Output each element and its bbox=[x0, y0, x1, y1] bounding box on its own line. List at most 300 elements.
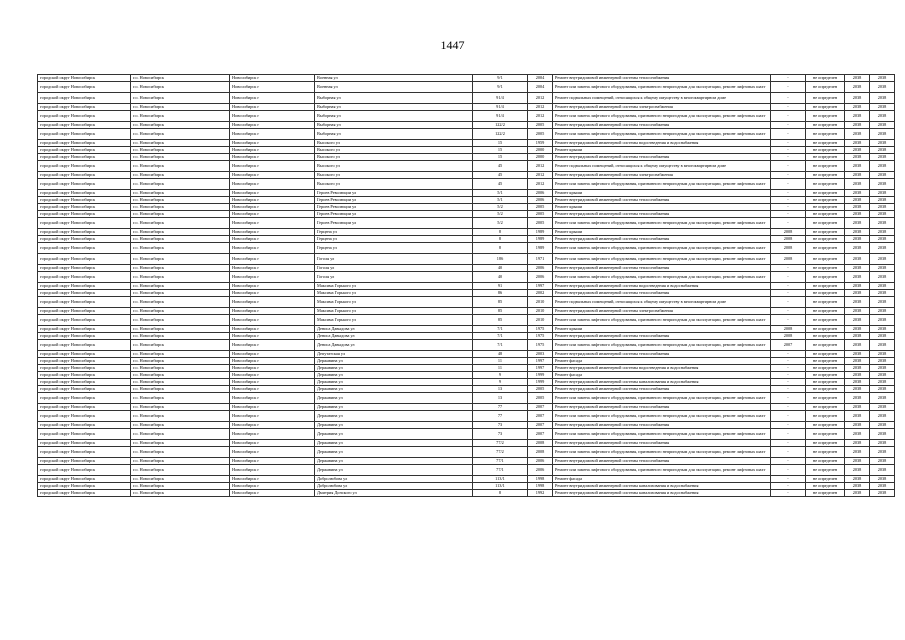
status-cell: не определен bbox=[806, 190, 845, 197]
street-cell: Дмитрия Донского ул bbox=[315, 490, 473, 497]
work-type-cell: Ремонт внутридомовой инженерной системы теплоснабжения bbox=[553, 197, 771, 204]
start-year-cell: 2038 bbox=[845, 147, 870, 154]
end-year-cell: 2038 bbox=[870, 386, 895, 393]
work-type-cell: Ремонт или замена лифтового оборудования, признанного непригодным для эксплуатации, ремонт лифтовых шахт bbox=[553, 129, 771, 140]
municipality-cell: городской округ Новосибирск bbox=[38, 140, 131, 147]
house-number-cell: 91 bbox=[473, 283, 528, 290]
start-year-cell: 2038 bbox=[845, 190, 870, 197]
municipality-cell: городской округ Новосибирск bbox=[38, 386, 131, 393]
house-number-cell: 45 bbox=[473, 172, 528, 179]
city-cell: Новосибирск г bbox=[230, 229, 315, 236]
year-cell: 1959 bbox=[528, 140, 553, 147]
status-cell: не определен bbox=[806, 229, 845, 236]
work-type-cell: Ремонт фасада bbox=[553, 372, 771, 379]
house-number-cell: 11 bbox=[473, 358, 528, 365]
street-cell: Державина ул bbox=[315, 465, 473, 476]
last-repair-cell: - bbox=[771, 297, 806, 308]
table-row bbox=[38, 272, 895, 283]
work-type-cell: Ремонт внутридомовой инженерной системы водоотведения и водоснабжения bbox=[553, 140, 771, 147]
year-cell: 2004 bbox=[528, 82, 553, 93]
start-year-cell: 2038 bbox=[845, 161, 870, 172]
work-type-cell: Ремонт внутридомовой инженерной системы теплоснабжения bbox=[553, 236, 771, 243]
street-cell: Высокого ул bbox=[315, 179, 473, 190]
end-year-cell: 2038 bbox=[870, 93, 895, 104]
start-year-cell: 2038 bbox=[845, 229, 870, 236]
end-year-cell: 2038 bbox=[870, 147, 895, 154]
city-cell: Новосибирск г bbox=[230, 265, 315, 272]
street-cell: Героев Революции ул bbox=[315, 218, 473, 229]
district-cell: г.о. Новосибирск bbox=[131, 372, 230, 379]
status-cell: не определен bbox=[806, 218, 845, 229]
table-row bbox=[38, 190, 895, 197]
last-repair-cell: - bbox=[771, 422, 806, 429]
year-cell: 2005 bbox=[528, 393, 553, 404]
status-cell: не определен bbox=[806, 333, 845, 340]
year-cell: 1975 bbox=[528, 340, 553, 351]
city-cell: Новосибирск г bbox=[230, 147, 315, 154]
house-number-cell: 9 bbox=[473, 372, 528, 379]
table-row bbox=[38, 422, 895, 429]
year-cell: 1997 bbox=[528, 365, 553, 372]
work-type-cell: Ремонт подвальных помещений, относящихся к общему имуществу в многоквартирном доме bbox=[553, 93, 771, 104]
last-repair-cell: - bbox=[771, 161, 806, 172]
city-cell: Новосибирск г bbox=[230, 351, 315, 358]
work-type-cell: Ремонт внутридомовой инженерной системы теплоснабжения bbox=[553, 265, 771, 272]
house-number-cell: 5/2 bbox=[473, 211, 528, 218]
last-repair-cell: - bbox=[771, 104, 806, 111]
status-cell: не определен bbox=[806, 111, 845, 122]
municipality-cell: городской округ Новосибирск bbox=[38, 218, 131, 229]
house-number-cell: 15 bbox=[473, 154, 528, 161]
status-cell: не определен bbox=[806, 197, 845, 204]
table-row bbox=[38, 111, 895, 122]
street-cell: Державина ул bbox=[315, 411, 473, 422]
work-type-cell: Ремонт внутридомовой инженерной системы водоотведения и водоснабжения bbox=[553, 283, 771, 290]
work-type-cell: Ремонт или замена лифтового оборудования, признанного непригодным для эксплуатации, ремонт лифтовых шахт bbox=[553, 218, 771, 229]
district-cell: г.о. Новосибирск bbox=[131, 93, 230, 104]
district-cell: г.о. Новосибирск bbox=[131, 254, 230, 265]
street-cell: Героев Революции ул bbox=[315, 204, 473, 211]
year-cell: 1989 bbox=[528, 236, 553, 243]
table-row bbox=[38, 386, 895, 393]
municipality-cell: городской округ Новосибирск bbox=[38, 476, 131, 483]
house-number-cell: 91/4 bbox=[473, 93, 528, 104]
last-repair-cell: - bbox=[771, 265, 806, 272]
municipality-cell: городской округ Новосибирск bbox=[38, 243, 131, 254]
municipality-cell: городской округ Новосибирск bbox=[38, 458, 131, 465]
city-cell: Новосибирск г bbox=[230, 172, 315, 179]
work-type-cell: Ремонт или замена лифтового оборудования, признанного непригодным для эксплуатации, ремонт лифтовых шахт bbox=[553, 340, 771, 351]
start-year-cell: 2038 bbox=[845, 308, 870, 315]
district-cell: г.о. Новосибирск bbox=[131, 393, 230, 404]
street-cell: Державина ул bbox=[315, 358, 473, 365]
last-repair-cell: 2008 bbox=[771, 236, 806, 243]
street-cell: Выборная ул bbox=[315, 122, 473, 129]
status-cell: не определен bbox=[806, 104, 845, 111]
status-cell: не определен bbox=[806, 93, 845, 104]
last-repair-cell: - bbox=[771, 190, 806, 197]
house-number-cell: 5/2 bbox=[473, 204, 528, 211]
work-type-cell: Ремонт или замена лифтового оборудования, признанного непригодным для эксплуатации, ремонт лифтовых шахт bbox=[553, 179, 771, 190]
year-cell: 2010 bbox=[528, 308, 553, 315]
district-cell: г.о. Новосибирск bbox=[131, 447, 230, 458]
repair-registry-table bbox=[37, 74, 895, 497]
district-cell: г.о. Новосибирск bbox=[131, 340, 230, 351]
year-cell: 1997 bbox=[528, 283, 553, 290]
year-cell: 2007 bbox=[528, 429, 553, 440]
city-cell: Новосибирск г bbox=[230, 122, 315, 129]
municipality-cell: городской округ Новосибирск bbox=[38, 254, 131, 265]
year-cell: 1992 bbox=[528, 490, 553, 497]
start-year-cell: 2038 bbox=[845, 243, 870, 254]
last-repair-cell: - bbox=[771, 429, 806, 440]
year-cell: 2008 bbox=[528, 447, 553, 458]
status-cell: не определен bbox=[806, 326, 845, 333]
house-number-cell: 85 bbox=[473, 297, 528, 308]
last-repair-cell: - bbox=[771, 75, 806, 82]
street-cell: Военная ул bbox=[315, 82, 473, 93]
district-cell: г.о. Новосибирск bbox=[131, 283, 230, 290]
street-cell: Державина ул bbox=[315, 365, 473, 372]
municipality-cell: городской округ Новосибирск bbox=[38, 290, 131, 297]
last-repair-cell: 2008 bbox=[771, 326, 806, 333]
street-cell: Высокого ул bbox=[315, 154, 473, 161]
end-year-cell: 2038 bbox=[870, 197, 895, 204]
municipality-cell: городской округ Новосибирск bbox=[38, 75, 131, 82]
start-year-cell: 2038 bbox=[845, 465, 870, 476]
street-cell: Державина ул bbox=[315, 393, 473, 404]
house-number-cell: 8 bbox=[473, 490, 528, 497]
end-year-cell: 2038 bbox=[870, 243, 895, 254]
work-type-cell: Ремонт фасада bbox=[553, 476, 771, 483]
city-cell: Новосибирск г bbox=[230, 379, 315, 386]
work-type-cell: Ремонт крыши bbox=[553, 326, 771, 333]
start-year-cell: 2038 bbox=[845, 372, 870, 379]
house-number-cell: 5/1 bbox=[473, 197, 528, 204]
municipality-cell: городской округ Новосибирск bbox=[38, 315, 131, 326]
city-cell: Новосибирск г bbox=[230, 483, 315, 490]
last-repair-cell: - bbox=[771, 465, 806, 476]
start-year-cell: 2038 bbox=[845, 254, 870, 265]
status-cell: не определен bbox=[806, 490, 845, 497]
city-cell: Новосибирск г bbox=[230, 476, 315, 483]
municipality-cell: городской округ Новосибирск bbox=[38, 93, 131, 104]
city-cell: Новосибирск г bbox=[230, 82, 315, 93]
house-number-cell: 113/1 bbox=[473, 476, 528, 483]
table-row bbox=[38, 211, 895, 218]
house-number-cell: 5/1 bbox=[473, 190, 528, 197]
start-year-cell: 2038 bbox=[845, 297, 870, 308]
table-row bbox=[38, 140, 895, 147]
street-cell: Державина ул bbox=[315, 386, 473, 393]
street-cell: Дениса Давыдова ул bbox=[315, 340, 473, 351]
end-year-cell: 2038 bbox=[870, 465, 895, 476]
municipality-cell: городской округ Новосибирск bbox=[38, 197, 131, 204]
district-cell: г.о. Новосибирск bbox=[131, 351, 230, 358]
start-year-cell: 2038 bbox=[845, 476, 870, 483]
city-cell: Новосибирск г bbox=[230, 211, 315, 218]
status-cell: не определен bbox=[806, 272, 845, 283]
status-cell: не определен bbox=[806, 283, 845, 290]
last-repair-cell: - bbox=[771, 315, 806, 326]
start-year-cell: 2038 bbox=[845, 218, 870, 229]
start-year-cell: 2038 bbox=[845, 283, 870, 290]
work-type-cell: Ремонт или замена лифтового оборудования, признанного непригодным для эксплуатации, ремонт лифтовых шахт bbox=[553, 254, 771, 265]
district-cell: г.о. Новосибирск bbox=[131, 365, 230, 372]
table-row bbox=[38, 458, 895, 465]
work-type-cell: Ремонт внутридомовой инженерной системы водоотведения и водоснабжения bbox=[553, 365, 771, 372]
street-cell: Добролюбова ул bbox=[315, 476, 473, 483]
city-cell: Новосибирск г bbox=[230, 297, 315, 308]
work-type-cell: Ремонт внутридомовой инженерной системы канализования и водоснабжения bbox=[553, 490, 771, 497]
start-year-cell: 2038 bbox=[845, 404, 870, 411]
city-cell: Новосибирск г bbox=[230, 411, 315, 422]
last-repair-cell: - bbox=[771, 197, 806, 204]
status-cell: не определен bbox=[806, 243, 845, 254]
end-year-cell: 2038 bbox=[870, 172, 895, 179]
last-repair-cell: - bbox=[771, 172, 806, 179]
end-year-cell: 2038 bbox=[870, 254, 895, 265]
work-type-cell: Ремонт внутридомовой инженерной системы канализования и водоснабжения bbox=[553, 483, 771, 490]
end-year-cell: 2038 bbox=[870, 122, 895, 129]
year-cell: 2006 bbox=[528, 197, 553, 204]
district-cell: г.о. Новосибирск bbox=[131, 236, 230, 243]
year-cell: 1971 bbox=[528, 254, 553, 265]
district-cell: г.о. Новосибирск bbox=[131, 358, 230, 365]
house-number-cell: 91/4 bbox=[473, 104, 528, 111]
work-type-cell: Ремонт внутридомовой инженерной системы канализования и водоснабжения bbox=[553, 379, 771, 386]
district-cell: г.о. Новосибирск bbox=[131, 411, 230, 422]
house-number-cell: 77/2 bbox=[473, 440, 528, 447]
end-year-cell: 2038 bbox=[870, 429, 895, 440]
start-year-cell: 2038 bbox=[845, 326, 870, 333]
house-number-cell: 8 bbox=[473, 243, 528, 254]
house-number-cell: 15 bbox=[473, 147, 528, 154]
city-cell: Новосибирск г bbox=[230, 308, 315, 315]
district-cell: г.о. Новосибирск bbox=[131, 265, 230, 272]
work-type-cell: Ремонт внутридомовой инженерной системы теплоснабжения bbox=[553, 154, 771, 161]
district-cell: г.о. Новосибирск bbox=[131, 290, 230, 297]
city-cell: Новосибирск г bbox=[230, 393, 315, 404]
city-cell: Новосибирск г bbox=[230, 197, 315, 204]
end-year-cell: 2038 bbox=[870, 297, 895, 308]
end-year-cell: 2038 bbox=[870, 351, 895, 358]
page-number: 1447 bbox=[440, 38, 465, 52]
city-cell: Новосибирск г bbox=[230, 404, 315, 411]
district-cell: г.о. Новосибирск bbox=[131, 218, 230, 229]
street-cell: Державина ул bbox=[315, 372, 473, 379]
municipality-cell: городской округ Новосибирск bbox=[38, 358, 131, 365]
table-row bbox=[38, 197, 895, 204]
last-repair-cell: - bbox=[771, 365, 806, 372]
municipality-cell: городской округ Новосибирск bbox=[38, 333, 131, 340]
work-type-cell: Ремонт крыши bbox=[553, 147, 771, 154]
street-cell: Гоголя ул bbox=[315, 272, 473, 283]
city-cell: Новосибирск г bbox=[230, 243, 315, 254]
district-cell: г.о. Новосибирск bbox=[131, 172, 230, 179]
district-cell: г.о. Новосибирск bbox=[131, 211, 230, 218]
work-type-cell: Ремонт или замена лифтового оборудования, признанного непригодным для эксплуатации, ремонт лифтовых шахт bbox=[553, 411, 771, 422]
district-cell: г.о. Новосибирск bbox=[131, 429, 230, 440]
table-row bbox=[38, 393, 895, 404]
house-number-cell: 113/1 bbox=[473, 483, 528, 490]
municipality-cell: городской округ Новосибирск bbox=[38, 104, 131, 111]
end-year-cell: 2038 bbox=[870, 365, 895, 372]
work-type-cell: Ремонт или замена лифтового оборудования, признанного непригодным для эксплуатации, ремонт лифтовых шахт bbox=[553, 272, 771, 283]
status-cell: не определен bbox=[806, 122, 845, 129]
last-repair-cell: - bbox=[771, 93, 806, 104]
municipality-cell: городской округ Новосибирск bbox=[38, 272, 131, 283]
street-cell: Выборная ул bbox=[315, 93, 473, 104]
house-number-cell: 40 bbox=[473, 265, 528, 272]
city-cell: Новосибирск г bbox=[230, 254, 315, 265]
year-cell: 2006 bbox=[528, 272, 553, 283]
last-repair-cell: - bbox=[771, 351, 806, 358]
municipality-cell: городской округ Новосибирск bbox=[38, 161, 131, 172]
city-cell: Новосибирск г bbox=[230, 190, 315, 197]
municipality-cell: городской округ Новосибирск bbox=[38, 236, 131, 243]
table-row bbox=[38, 129, 895, 140]
start-year-cell: 2038 bbox=[845, 411, 870, 422]
year-cell: 1989 bbox=[528, 229, 553, 236]
year-cell: 2012 bbox=[528, 93, 553, 104]
district-cell: г.о. Новосибирск bbox=[131, 229, 230, 236]
work-type-cell: Ремонт внутридомовой инженерной системы теплоснабжения bbox=[553, 351, 771, 358]
work-type-cell: Ремонт или замена лифтового оборудования, признанного непригодным для эксплуатации, ремонт лифтовых шахт bbox=[553, 315, 771, 326]
table-row bbox=[38, 179, 895, 190]
status-cell: не определен bbox=[806, 411, 845, 422]
municipality-cell: городской округ Новосибирск bbox=[38, 422, 131, 429]
city-cell: Новосибирск г bbox=[230, 458, 315, 465]
start-year-cell: 2038 bbox=[845, 236, 870, 243]
street-cell: Гоголя ул bbox=[315, 265, 473, 272]
district-cell: г.о. Новосибирск bbox=[131, 75, 230, 82]
start-year-cell: 2038 bbox=[845, 365, 870, 372]
municipality-cell: городской округ Новосибирск bbox=[38, 483, 131, 490]
house-number-cell: 9/1 bbox=[473, 82, 528, 93]
municipality-cell: городской округ Новосибирск bbox=[38, 172, 131, 179]
work-type-cell: Ремонт внутридомовой инженерной системы теплоснабжения bbox=[553, 122, 771, 129]
house-number-cell: 77/1 bbox=[473, 465, 528, 476]
year-cell: 2010 bbox=[528, 297, 553, 308]
status-cell: не определен bbox=[806, 372, 845, 379]
district-cell: г.о. Новосибирск bbox=[131, 104, 230, 111]
street-cell: Героев Революции ул bbox=[315, 190, 473, 197]
table-row bbox=[38, 490, 895, 497]
municipality-cell: городской округ Новосибирск bbox=[38, 154, 131, 161]
municipality-cell: городской округ Новосибирск bbox=[38, 440, 131, 447]
municipality-cell: городской округ Новосибирск bbox=[38, 429, 131, 440]
year-cell: 1989 bbox=[528, 243, 553, 254]
table-row bbox=[38, 308, 895, 315]
last-repair-cell: - bbox=[771, 147, 806, 154]
street-cell: Максима Горького ул bbox=[315, 308, 473, 315]
year-cell: 2006 bbox=[528, 465, 553, 476]
year-cell: 2012 bbox=[528, 104, 553, 111]
last-repair-cell: - bbox=[771, 290, 806, 297]
last-repair-cell: - bbox=[771, 404, 806, 411]
street-cell: Выборная ул bbox=[315, 111, 473, 122]
end-year-cell: 2038 bbox=[870, 315, 895, 326]
work-type-cell: Ремонт внутридомовой инженерной системы электроснабжения bbox=[553, 104, 771, 111]
last-repair-cell: - bbox=[771, 272, 806, 283]
street-cell: Высокого ул bbox=[315, 147, 473, 154]
table-row bbox=[38, 365, 895, 372]
district-cell: г.о. Новосибирск bbox=[131, 82, 230, 93]
end-year-cell: 2038 bbox=[870, 283, 895, 290]
year-cell: 2005 bbox=[528, 122, 553, 129]
status-cell: не определен bbox=[806, 386, 845, 393]
street-cell: Дениса Давыдова ул bbox=[315, 333, 473, 340]
table-row bbox=[38, 254, 895, 265]
start-year-cell: 2038 bbox=[845, 290, 870, 297]
district-cell: г.о. Новосибирск bbox=[131, 140, 230, 147]
city-cell: Новосибирск г bbox=[230, 358, 315, 365]
status-cell: не определен bbox=[806, 476, 845, 483]
last-repair-cell: 2008 bbox=[771, 254, 806, 265]
city-cell: Новосибирск г bbox=[230, 365, 315, 372]
last-repair-cell: - bbox=[771, 440, 806, 447]
status-cell: не определен bbox=[806, 290, 845, 297]
house-number-cell: 13 bbox=[473, 386, 528, 393]
house-number-cell: 77/1 bbox=[473, 458, 528, 465]
work-type-cell: Ремонт внутридомовой инженерной системы теплоснабжения bbox=[553, 458, 771, 465]
district-cell: г.о. Новосибирск bbox=[131, 333, 230, 340]
table-row bbox=[38, 476, 895, 483]
city-cell: Новосибирск г bbox=[230, 490, 315, 497]
district-cell: г.о. Новосибирск bbox=[131, 122, 230, 129]
start-year-cell: 2038 bbox=[845, 140, 870, 147]
status-cell: не определен bbox=[806, 429, 845, 440]
end-year-cell: 2038 bbox=[870, 308, 895, 315]
table-row bbox=[38, 283, 895, 290]
table-row bbox=[38, 204, 895, 211]
work-type-cell: Ремонт внутридомовой инженерной системы теплоснабжения bbox=[553, 211, 771, 218]
house-number-cell: 15 bbox=[473, 140, 528, 147]
last-repair-cell: - bbox=[771, 447, 806, 458]
city-cell: Новосибирск г bbox=[230, 429, 315, 440]
work-type-cell: Ремонт подвальных помещений, относящихся к общему имуществу в многоквартирном доме bbox=[553, 161, 771, 172]
district-cell: г.о. Новосибирск bbox=[131, 315, 230, 326]
start-year-cell: 2038 bbox=[845, 272, 870, 283]
city-cell: Новосибирск г bbox=[230, 161, 315, 172]
district-cell: г.о. Новосибирск bbox=[131, 483, 230, 490]
last-repair-cell: - bbox=[771, 211, 806, 218]
city-cell: Новосибирск г bbox=[230, 154, 315, 161]
work-type-cell: Ремонт или замена лифтового оборудования, признанного непригодным для эксплуатации, ремонт лифтовых шахт bbox=[553, 465, 771, 476]
work-type-cell: Ремонт крыши bbox=[553, 190, 771, 197]
work-type-cell: Ремонт или замена лифтового оборудования, признанного непригодным для эксплуатации, ремонт лифтовых шахт bbox=[553, 111, 771, 122]
status-cell: не определен bbox=[806, 404, 845, 411]
district-cell: г.о. Новосибирск bbox=[131, 129, 230, 140]
start-year-cell: 2038 bbox=[845, 358, 870, 365]
start-year-cell: 2038 bbox=[845, 351, 870, 358]
street-cell: Герцена ул bbox=[315, 243, 473, 254]
street-cell: Державина ул bbox=[315, 440, 473, 447]
work-type-cell: Ремонт внутридомовой инженерной системы электроснабжения bbox=[553, 308, 771, 315]
house-number-cell: 8 bbox=[473, 229, 528, 236]
end-year-cell: 2038 bbox=[870, 458, 895, 465]
table-row bbox=[38, 340, 895, 351]
house-number-cell: 8 bbox=[473, 236, 528, 243]
district-cell: г.о. Новосибирск bbox=[131, 111, 230, 122]
status-cell: не определен bbox=[806, 365, 845, 372]
work-type-cell: Ремонт внутридомовой инженерной системы теплоснабжения bbox=[553, 404, 771, 411]
house-number-cell: 13 bbox=[473, 393, 528, 404]
street-cell: Героев Революции ул bbox=[315, 197, 473, 204]
last-repair-cell: - bbox=[771, 140, 806, 147]
municipality-cell: городской округ Новосибирск bbox=[38, 297, 131, 308]
